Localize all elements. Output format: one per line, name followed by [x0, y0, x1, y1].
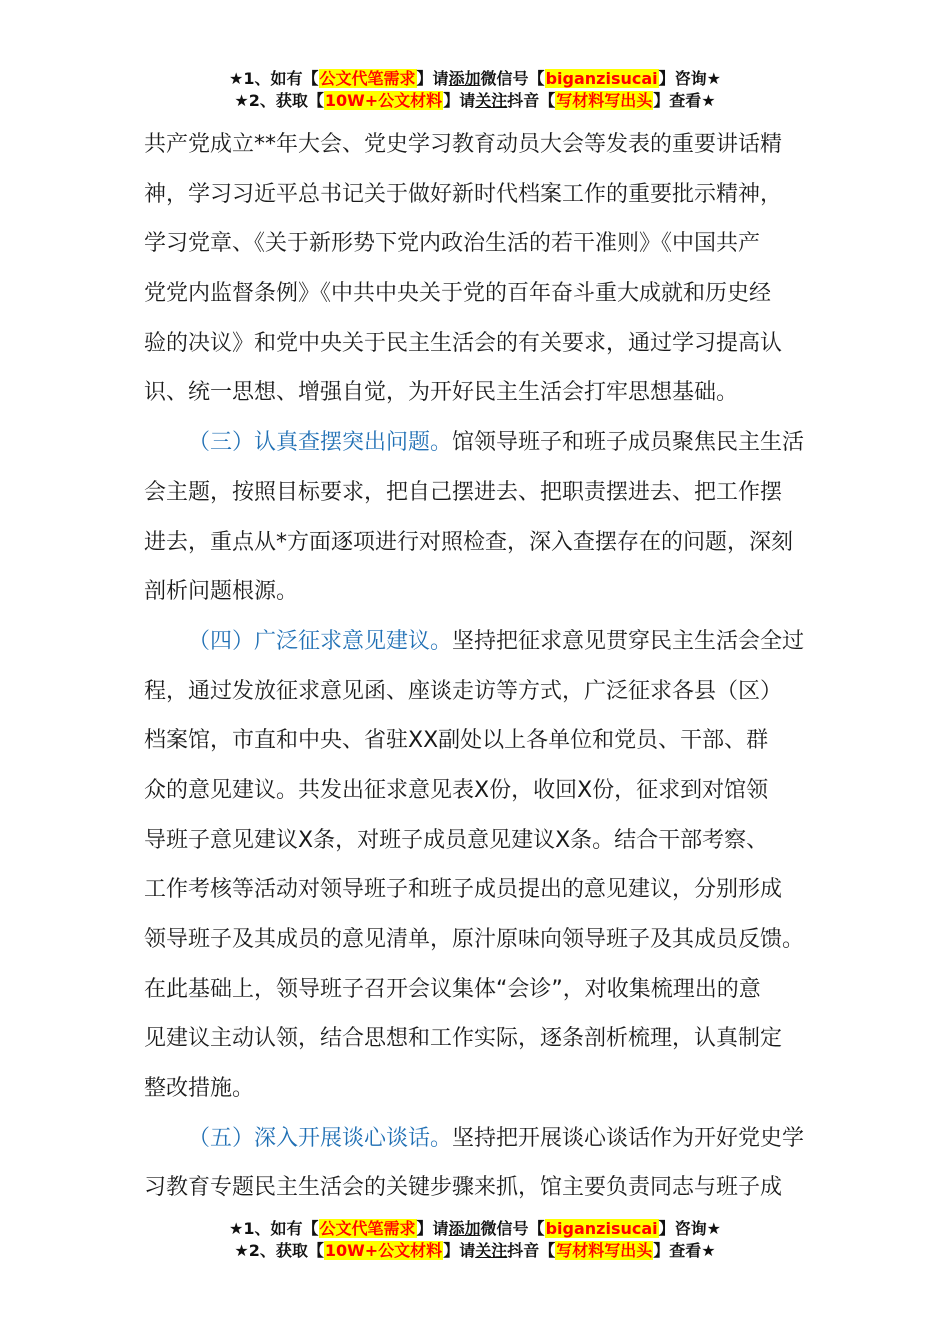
- text-line: 在此基础上，领导班子召开会议集体“会诊”，对收集梳理出的意: [144, 976, 761, 1002]
- banner-line-2: ★2、获取【10W+公文材料】请关注抖音【写材料写出头】查看★: [234, 1241, 716, 1260]
- text-line: 习教育专题民主生活会的关键步骤来抓，馆主要负责同志与班子成: [144, 1175, 783, 1201]
- text-line: 工作考核等活动对领导班子和班子成员提出的意见建议，分别形成: [144, 877, 783, 903]
- banner-line-2: ★2、获取【10W+公文材料】请关注抖音【写材料写出头】查看★: [234, 91, 716, 110]
- banner-line-1: ★1、如有【公文代笔需求】请添加微信号【biganzisucai】咨询★: [229, 69, 721, 88]
- highlight-wechat-id: biganzisucai: [545, 69, 658, 88]
- document-body: [144, 120, 809, 1213]
- text-line: 剖析问题根源。: [144, 579, 299, 605]
- text-line: 会主题，按照目标要求，把自己摆进去、把职责摆进去、把工作摆: [144, 479, 783, 505]
- text-line: 领导班子及其成员的意见清单，原汁原味向领导班子及其成员反馈。: [144, 927, 805, 952]
- text-line: 众的意见建议。共发出征求意见表X份，收回X份，征求到对馆领: [144, 777, 769, 803]
- text-line: 学习党章、《关于新形势下党内政治生活的若干准则》《中国共产: [144, 231, 761, 257]
- section-heading: （四）广泛征求意见建议。: [188, 628, 453, 654]
- paragraph-talks: [144, 1114, 809, 1213]
- text-line: 党党内监督条例》《中共中央关于党的百年奋斗重大成就和历史经: [144, 281, 772, 307]
- paragraph-opinions: [144, 617, 809, 1114]
- highlight-service: 公文代笔需求: [319, 1219, 416, 1238]
- text-line: 导班子意见建议X条，对班子成员意见建议X条。结合干部考察、: [144, 827, 769, 853]
- paragraph-problems: [144, 418, 809, 617]
- text-line: 验的决议》和党中央关于民主生活会的有关要求，通过学习提高认: [144, 330, 783, 356]
- text-line: （五）深入开展谈心谈话。坚持把开展谈心谈话作为开好党史学: [188, 1125, 805, 1151]
- section-heading: （五）深入开展谈心谈话。: [188, 1125, 453, 1151]
- section-heading: （三）认真查摆突出问题。: [188, 430, 453, 456]
- highlight-materials: 10W+公文材料: [324, 91, 443, 110]
- paragraph-study: [144, 120, 809, 418]
- text-line: 共产党成立**年大会、党史学习教育动员大会等发表的重要讲话精: [144, 132, 783, 157]
- top-banner: [0, 68, 950, 112]
- star-icon: ★: [229, 69, 244, 88]
- text-line: （三）认真查摆突出问题。馆领导班子和班子成员聚焦民主生活: [188, 430, 805, 456]
- text-line: 见建议主动认领，结合思想和工作实际，逐条剖析梳理，认真制定: [144, 1026, 783, 1052]
- highlight-wechat-id: biganzisucai: [545, 1219, 658, 1238]
- star-icon: ★: [234, 91, 249, 110]
- text-line: 程，通过发放征求意见函、座谈走访等方式，广泛征求各县（区）: [144, 678, 783, 704]
- highlight-service: 公文代笔需求: [319, 69, 416, 88]
- banner-line-1: ★1、如有【公文代笔需求】请添加微信号【biganzisucai】咨询★: [229, 1219, 721, 1238]
- star-icon: ★: [229, 1219, 244, 1238]
- highlight-douyin: 写材料写出头: [556, 1241, 653, 1260]
- text-line: 档案馆，市直和中央、省驻XX副处以上各单位和党员、干部、群: [144, 728, 769, 754]
- highlight-douyin: 写材料写出头: [556, 91, 653, 110]
- bottom-banner: [0, 1218, 950, 1262]
- text-line: （四）广泛征求意见建议。坚持把征求意见贯穿民主生活会全过: [188, 628, 805, 654]
- highlight-materials: 10W+公文材料: [324, 1241, 443, 1260]
- star-icon: ★: [234, 1241, 249, 1260]
- text-line: 整改措施。: [144, 1076, 255, 1102]
- text-line: 识、统一思想、增强自觉，为开好民主生活会打牢思想基础。: [144, 380, 739, 406]
- text-line: 神，学习习近平总书记关于做好新时代档案工作的重要批示精神，: [144, 181, 783, 207]
- text-line: 进去，重点从*方面逐项进行对照检查，深入查摆存在的问题，深刻: [144, 529, 794, 555]
